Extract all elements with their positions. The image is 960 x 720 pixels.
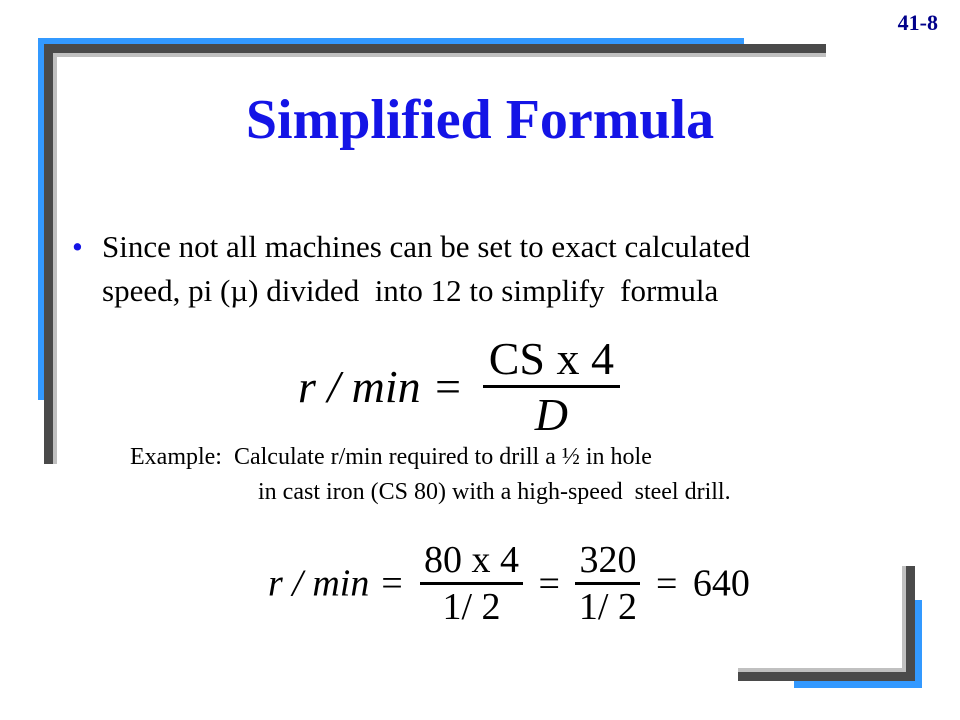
- example-fraction-1-numerator: 80 x 4: [424, 539, 519, 581]
- example-formula: [268, 538, 750, 629]
- example-result: 640: [692, 562, 750, 605]
- slide-number: 41-8: [897, 10, 938, 35]
- bullet-marker: •: [72, 229, 83, 264]
- example-equals-2: =: [655, 562, 678, 605]
- example-fraction-2-denominator: 1/ 2: [575, 582, 640, 629]
- general-formula-fraction: [483, 332, 620, 441]
- example-line-2: in cast iron (CS 80) with a high-speed steel drill.: [258, 479, 731, 505]
- example-text: [130, 440, 910, 510]
- example-equals-1: =: [538, 562, 560, 605]
- frame-bottom-right-light-horizontal: [738, 668, 906, 672]
- general-formula-lhs: r / min =: [298, 361, 464, 412]
- example-line-1: Example: Calculate r/min required to drill a ½ in hole: [130, 444, 652, 470]
- frame-bottom-right-dark-vertical: [906, 566, 915, 681]
- example-fraction-1: [420, 538, 523, 629]
- frame-top-left-light-horizontal: [53, 53, 826, 57]
- bullet-text-line-2: speed, pi (µ) divided into 12 to simplify formula: [102, 273, 719, 308]
- bullet-text-line-1: Since not all machines can be set to exact calculated: [102, 229, 751, 264]
- bullet-text: [102, 225, 902, 313]
- example-fraction-1-denominator: 1/ 2: [420, 582, 523, 629]
- example-fraction-2-numerator: 320: [579, 539, 637, 581]
- general-formula: [298, 332, 620, 441]
- example-fraction-2: [575, 538, 640, 629]
- frame-bottom-right-dark-horizontal: [738, 672, 915, 681]
- slide-title: Simplified Formula: [245, 89, 715, 151]
- frame-top-left-dark-horizontal: [48, 44, 826, 53]
- example-formula-lhs: r / min =: [268, 562, 405, 605]
- general-formula-denominator: D: [483, 385, 620, 441]
- frame-bottom-right-light-vertical: [902, 566, 906, 672]
- general-formula-numerator: CS x 4: [488, 333, 614, 384]
